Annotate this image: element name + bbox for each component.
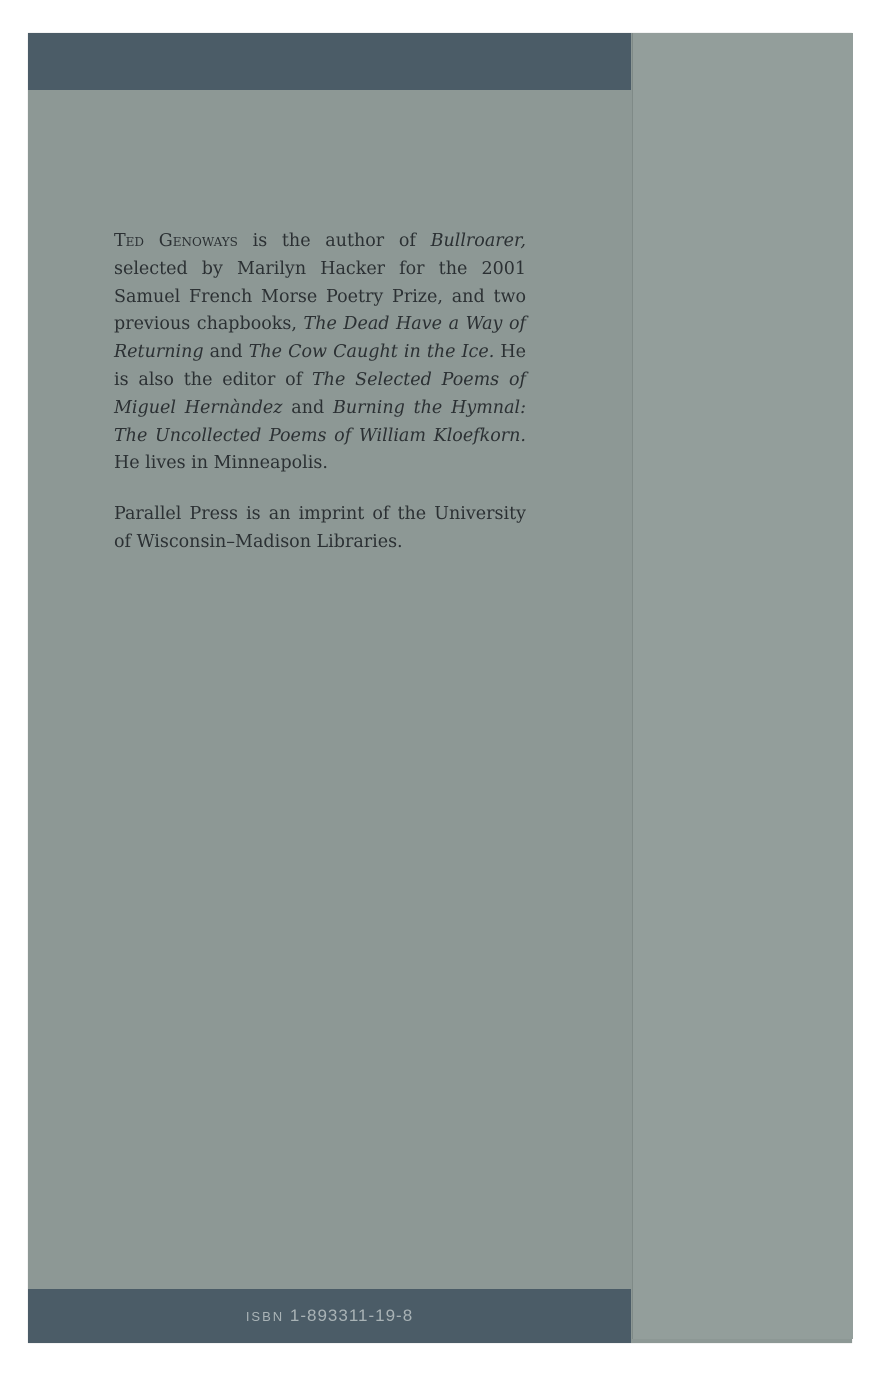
- book-title: Bullroarer,: [430, 231, 526, 251]
- author-bio-paragraph: [114, 228, 526, 478]
- book-title: Burning the Hymnal: The Uncollected Poems of William Kloefkorn.: [114, 397, 527, 446]
- bio-text: He lives in Minneapolis.: [114, 453, 328, 474]
- cover-flap: [632, 33, 853, 1339]
- book-title: The Dead Have a Way of Returning: [114, 314, 527, 363]
- author-bio-block: [114, 228, 526, 580]
- isbn-number: 1-893311-19-8: [289, 1306, 414, 1325]
- top-band: [28, 33, 631, 90]
- author-name: Ted Genoways: [114, 231, 238, 251]
- book-title: The Selected Poems of Miguel Hernàndez: [114, 369, 526, 418]
- isbn-prefix: ISBN: [245, 1309, 285, 1324]
- bio-text: is the author of: [237, 231, 431, 251]
- bio-text: and: [282, 397, 333, 418]
- bio-text: and: [203, 342, 249, 363]
- isbn-label: [28, 1289, 631, 1343]
- imprint-paragraph: Parallel Press is an imprint of the University of Wisconsin–Madison Libraries.: [114, 504, 526, 552]
- bio-text: He is also the editor of: [114, 342, 527, 390]
- bio-text: selected by Marilyn Hacker for the 2001 Samuel French Morse Poetry Prize, and two previous chapbooks,: [114, 258, 526, 335]
- book-title: The Cow Caught in the Ice.: [248, 342, 495, 363]
